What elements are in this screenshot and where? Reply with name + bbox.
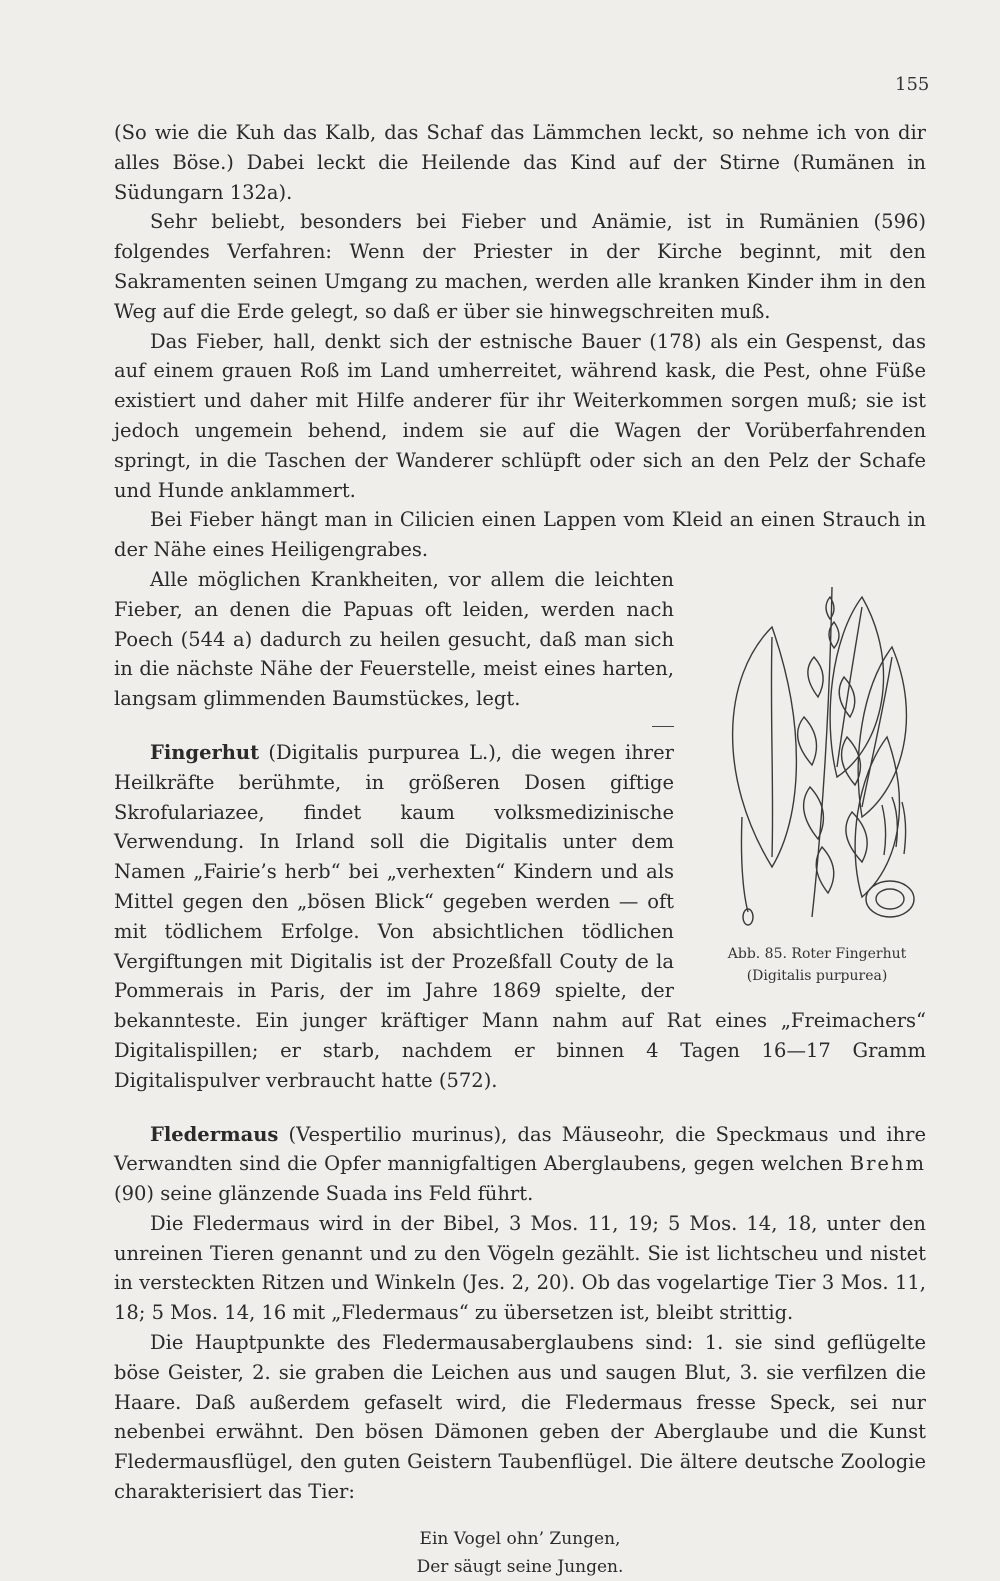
verse bbox=[114, 1525, 926, 1581]
figure-caption-title: Abb. 85. Roter Fingerhut bbox=[727, 945, 907, 962]
figure-caption-species: (Digitalis purpurea) bbox=[746, 967, 888, 984]
entry-text: (Vespertilio murinus), das Mäuseohr, die Speckmaus und ihre Verwandten sind die Opfer mannigfaltigen Aberglaubens, gegen welchen bbox=[114, 1122, 926, 1176]
author-name: Brehm bbox=[849, 1152, 926, 1176]
paragraph: Sehr beliebt, besonders bei Fieber und Anämie, ist in Rumänien (596) folgendes Verfahren: Wenn der Priester in der Kirche beginnt, mit den Sakramenten seinen Umgang zu machen, werden alle kranken Kinder ihm in den Weg auf die Erde gelegt, so daß er über sie hinwegschreiten muß. bbox=[114, 210, 926, 323]
verse-line: Der säugt seine Jungen. bbox=[416, 1556, 624, 1577]
paragraph: Alle möglichen Krankheiten, vor allem die leichten Fieber, an denen die Papuas oft leiden, werden nach Poech (544 a) dadurch zu heilen gesucht, daß man sich in die nächste Nähe der Feuerstelle, meist eines harten, langsam glimmenden Baumstückes, legt. bbox=[114, 567, 674, 711]
entry-text: (90) seine glänzende Suada ins Feld führt. bbox=[114, 1182, 534, 1206]
paragraph: Das Fieber, hall, denkt sich der estnische Bauer (178) als ein Gespenst, das auf einem grauen Roß im Land umherreitet, während kask, die Pest, ohne Füße existiert und daher mit Hilfe anderer für ihr Weiterkommen sorgen muß; sie ist jedoch ungemein behend, indem sie auf die Wagen der Vorüberfahrenden springt, in die Taschen der Wanderer schlüpft oder sich an den Pelz der Schafe und Hunde anklammert. bbox=[114, 329, 926, 502]
page-number: 155 bbox=[895, 74, 930, 95]
paragraph: Die Fledermaus wird in der Bibel, 3 Mos. 11, 19; 5 Mos. 14, 18, unter den unreinen Tieren genannt und zu den Vögeln gezählt. Sie ist lichtscheu und nistet in versteckten Ritzen und Winkeln (Jes. 2, 20). Ob das vogelartige Tier 3 Mos. 11, 18; 5 Mos. 14, 16 mit „Fledermaus“ zu übersetzen ist, bleibt strittig. bbox=[114, 1211, 926, 1325]
paragraph-fledermaus bbox=[114, 1120, 926, 1209]
figure-caption bbox=[692, 943, 942, 987]
paragraph: (So wie die Kuh das Kalb, das Schaf das Lämmchen leckt, so nehme ich von dir alles Böse.) Dabei leckt die Heilende das Kind auf der Stirne (Rumänen in Südungarn 132a). bbox=[114, 121, 926, 204]
entry-term: Fingerhut bbox=[150, 740, 260, 764]
paragraph: Die Hauptpunkte des Fledermausaberglaubens sind: 1. sie sind geflügelte böse Geister, 2. sie graben die Leichen aus und saugen Blut, 3. sie verfilzen die Haare. Daß außerdem gefaselt wird, die Fledermaus fresse Speck, sei nur nebenbei erwähnt. Den bösen Dämonen geben der Aberglaube und die Kunst Fledermausflügel, den guten Geistern Taubenflügel. Die ältere deutsche Zoologie charakterisiert das Tier: bbox=[114, 1331, 926, 1504]
verse-line: Ein Vogel ohn’ Zungen, bbox=[419, 1528, 621, 1549]
figure-foxglove bbox=[692, 567, 942, 987]
paragraph: Bei Fieber hängt man in Cilicien einen Lappen vom Kleid an einen Strauch in der Nähe eines Heiligengrabes. bbox=[114, 508, 926, 562]
page-body bbox=[114, 118, 926, 1581]
foxglove-illustration-icon bbox=[712, 567, 922, 937]
entry-text: (Digitalis purpurea L.), die wegen ihrer Heilkräfte berühmte, in größeren Dosen giftige Skrofulariazee, findet kaum volksmedizinische Verwendung. In Irland soll die Digitalis unter dem Namen „Fairie’s herb“ bei „verhexten“ Kindern und als Mittel gegen den „bösen Blick“ gegeben werden — oft mit tödlichem Erfolge. Von absichtlichen tödlichen Vergiftungen mit Digitalis ist der Prozeßfall Couty de la Pommerais in Paris, der im Jahre 1869 spielte, der bekannteste. Ein junger kräftiger Mann nahm auf Rat eines „Freimachers“ Digitalispillen; er starb, nachdem er binnen 4 Tagen 16—17 Gramm Digitalispulver verbraucht hatte (572). bbox=[114, 740, 926, 1092]
entry-term: Fledermaus bbox=[150, 1122, 279, 1146]
